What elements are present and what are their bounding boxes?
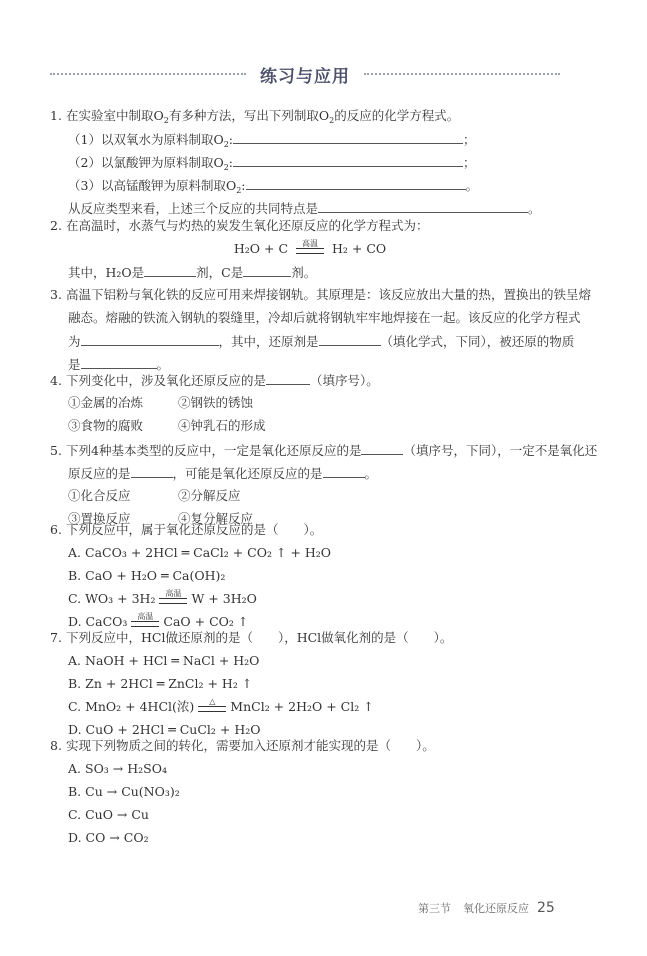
option: ①金属的冶炼: [68, 395, 144, 410]
answer-blank[interactable]: [233, 152, 463, 167]
question-7: 7. 下列反应中，HCl做还原剂的是（ ），HCl做氧化剂的是（ ）。 A. NaOH + HCl ═ NaCl + H₂O B. Zn + 2HCl ═ ZnCl₂ + H₂ ↑ C. MnO₂ + 4HCl(浓) △ MnCl₂ + 2H₂O + Cl₂ ↑ D. CuO + 2HCl ═ CuCl₂ + H₂O: [50, 628, 570, 743]
choice-option[interactable]: C. MnO₂ + 4HCl(浓) △ MnCl₂ + 2H₂O + Cl₂ ↑: [68, 697, 374, 714]
choice-option[interactable]: A. NaOH + HCl ═ NaCl + H₂O: [68, 653, 260, 668]
page-footer: [418, 900, 578, 916]
section-title: 练习与应用: [260, 66, 350, 87]
choice-option[interactable]: D. CO → CO₂: [68, 830, 149, 845]
equals-arrow-icon: [296, 248, 324, 254]
dotted-divider-right: [364, 73, 560, 75]
dotted-divider-left: [50, 73, 246, 75]
choice-option[interactable]: D. CuO + 2HCl ═ CuCl₂ + H₂O: [68, 722, 261, 737]
answer-blank[interactable]: [233, 129, 463, 144]
equals-arrow-icon: [131, 621, 159, 627]
question-5: 5. 下列4种基本类型的反应中，一定是氧化还原反应的是 （填序号，下同），一定不是氧化还 原反应的是 ，可能是氧化还原反应的是 。 ①化合反应 ②分解反应 ③置换反应 ④复分解反应: [50, 440, 570, 532]
choice-option[interactable]: C. CuO → Cu: [68, 807, 149, 822]
question-stem: 2. 在高温时，水蒸气与灼热的炭发生氧化还原反应的化学方程式为：: [50, 218, 429, 233]
question-8: 8. 实现下列物质之间的转化，需要加入还原剂才能实现的是（ ）。 A. SO₃ → H₂SO₄ B. Cu → Cu(NO₃)₂ C. CuO → Cu D. CO → CO₂: [50, 736, 570, 851]
choice-option[interactable]: C. WO₃ + 3H₂ 高温 W + 3H₂O: [68, 589, 257, 606]
reaction-condition: 高温: [296, 239, 324, 254]
equals-arrow-icon: [198, 706, 226, 712]
choice-option[interactable]: A. CaCO₃ + 2HCl ═ CaCl₂ + CO₂ ↑ + H₂O: [68, 545, 332, 560]
option: ②钢铁的锈蚀: [178, 395, 254, 410]
choice-option[interactable]: A. SO₃ → H₂SO₄: [68, 761, 167, 776]
question-6: 6. 下列反应中，属于氧化还原反应的是（ ）。 A. CaCO₃ + 2HCl ═ CaCl₂ + CO₂ ↑ + H₂O B. CaO + H₂O ═ Ca(OH)₂ C. WO₃ + 3H₂ 高温 W + 3H₂O D. CaCO₃ 高温 CaO + CO₂ ↑: [50, 520, 570, 635]
page-number: 25: [537, 900, 555, 916]
choice-option[interactable]: B. Zn + 2HCl ═ ZnCl₂ + H₂ ↑: [68, 676, 253, 691]
fill-line: 其中，H₂O是 剂，C是 剂。: [50, 262, 570, 285]
option: ④钟乳石的形成: [178, 418, 266, 433]
chapter-label: 氧化还原反应: [463, 902, 529, 915]
answer-blank[interactable]: [266, 370, 310, 385]
sub-question: （1）以双氧水为原料制取$O_2$: ；: [50, 129, 570, 152]
equals-arrow-icon: [159, 598, 187, 604]
question-1: [50, 106, 570, 221]
question-2: [50, 216, 570, 285]
question-stem: 1. 在实验室中制取$O_2$有多种方法，写出下列制取$O_2$的反应的化学方程式。: [50, 108, 460, 125]
option: ②分解反应: [178, 488, 241, 503]
question-3: 3. 高温下铝粉与氧化铁的反应可用来焊接钢轨。其原理是：该反应放出大量的热，置换出的铁呈熔 融态。熔融的铁流入钢轨的裂缝里，冷却后就将钢轨牢牢地焊接在一起。该反应的化学方程式 为 ，其中，还原剂是 （填化学式，下同），被还原的物质 是 。: [50, 287, 592, 372]
answer-blank[interactable]: [318, 198, 528, 213]
summary-line: 从反应类型来看，上述三个反应的共同特点是 。: [50, 198, 570, 221]
option: ③食物的腐败: [68, 418, 144, 433]
option: ④复分解反应: [178, 511, 254, 526]
chemical-equation: H₂O + C 高温 H₂ + CO: [233, 239, 387, 256]
answer-blank[interactable]: [319, 331, 381, 346]
sub-question: （2）以氯酸钾为原料制取$O_2$: ；: [50, 152, 570, 175]
section-header: [50, 60, 560, 88]
choice-option[interactable]: D. CaCO₃ 高温 CaO + CO₂ ↑: [68, 612, 249, 629]
sub-question: （3）以高锰酸钾为原料制取$O_2$: 。: [50, 175, 570, 198]
question-4: 4. 下列变化中，涉及氧化还原反应的是 （填序号）。 ①金属的冶炼 ②钢铁的锈蚀 ③食物的腐败 ④钟乳石的形成: [50, 370, 570, 439]
answer-blank[interactable]: [323, 463, 365, 478]
answer-blank[interactable]: [243, 262, 291, 277]
answer-blank[interactable]: [246, 175, 466, 190]
answer-blank[interactable]: [81, 354, 157, 369]
answer-blank[interactable]: [81, 331, 219, 346]
section-label: 第三节: [418, 902, 451, 915]
option: ①化合反应: [68, 488, 131, 503]
answer-blank[interactable]: [131, 463, 173, 478]
option: ③置换反应: [68, 511, 131, 526]
answer-blank[interactable]: [144, 262, 196, 277]
choice-option[interactable]: B. CaO + H₂O ═ Ca(OH)₂: [68, 568, 226, 583]
answer-blank[interactable]: [361, 440, 403, 455]
choice-option[interactable]: B. Cu → Cu(NO₃)₂: [68, 784, 180, 799]
